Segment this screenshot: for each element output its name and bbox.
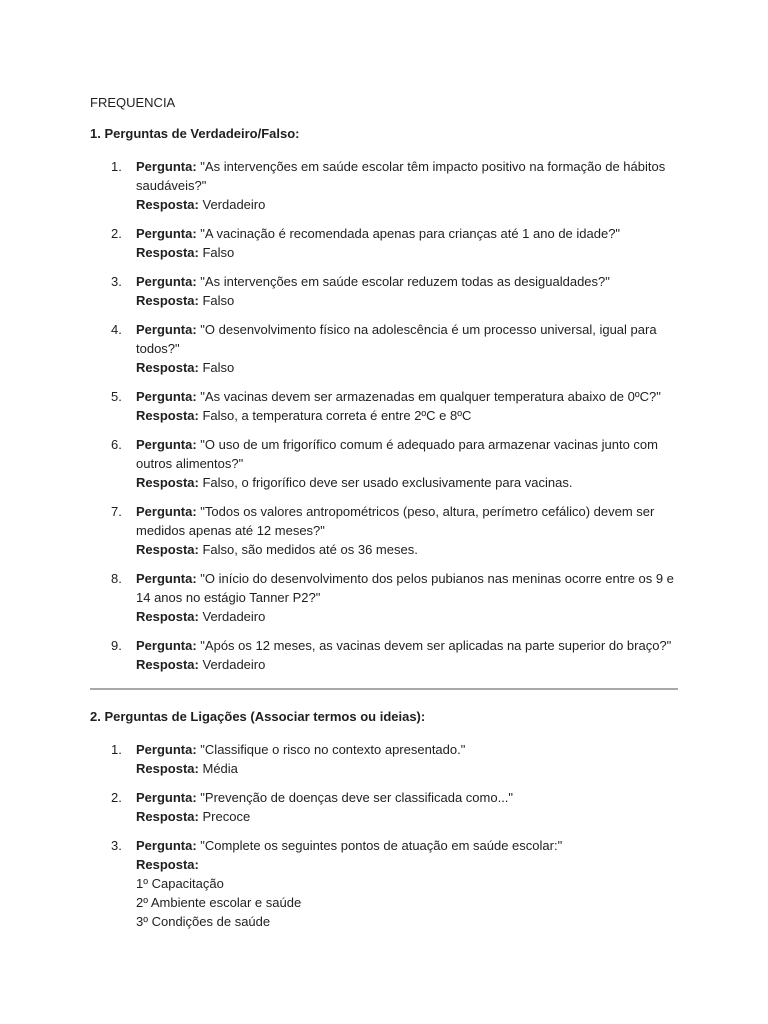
question-text: "O uso de um frigorífico comum é adequado para armazenar vacinas junto com outros alimentos?" — [136, 437, 658, 471]
answer-label: Resposta: — [136, 360, 199, 375]
question-label: Pergunta: — [136, 838, 197, 853]
list-item — [90, 272, 680, 310]
question-text: "As intervenções em saúde escolar têm impacto positivo na formação de hábitos saudáveis?" — [136, 159, 666, 193]
answer-line — [136, 406, 680, 425]
answer-line — [136, 607, 680, 626]
answer-label: Resposta: — [136, 293, 199, 308]
list-item — [90, 387, 680, 425]
question-text: "Prevenção de doenças deve ser classificada como..." — [200, 790, 514, 805]
question-line — [136, 740, 680, 759]
answer-label: Resposta: — [136, 657, 199, 672]
question-text: "Complete os seguintes pontos de atuação em saúde escolar:" — [200, 838, 563, 853]
answer-text: Precoce — [202, 809, 251, 824]
question-label: Pergunta: — [136, 226, 197, 241]
item-number: 2. — [111, 790, 122, 805]
answer-line — [136, 655, 680, 674]
list-item — [90, 788, 680, 826]
question-text: "O início do desenvolvimento dos pelos pubianos nas meninas ocorre entre os 9 e 14 anos no estágio Tanner P2?" — [136, 571, 674, 605]
item-number: 9. — [111, 638, 122, 653]
item-number: 8. — [111, 571, 122, 586]
answer-line — [136, 473, 680, 492]
answer-text: Verdadeiro — [202, 197, 266, 212]
answer-label: Resposta: — [136, 609, 199, 624]
list-item — [90, 502, 680, 559]
list-item — [90, 157, 680, 214]
answer-line — [136, 358, 680, 377]
section-1-list — [90, 157, 680, 674]
answer-line — [136, 855, 680, 874]
section-2-list — [90, 740, 680, 931]
list-item — [90, 740, 680, 778]
answer-label: Resposta: — [136, 542, 199, 557]
question-line — [136, 569, 680, 607]
answer-line — [136, 291, 680, 310]
question-line — [136, 224, 680, 243]
item-number: 2. — [111, 226, 122, 241]
list-item — [90, 435, 680, 492]
answer-list — [136, 874, 680, 931]
item-number: 4. — [111, 322, 122, 337]
question-line — [136, 502, 680, 540]
answer-text: Falso, são medidos até os 36 meses. — [202, 542, 418, 557]
list-item — [90, 636, 680, 674]
list-item — [90, 569, 680, 626]
item-number: 3. — [111, 274, 122, 289]
answer-label: Resposta: — [136, 408, 199, 423]
question-label: Pergunta: — [136, 504, 197, 519]
question-label: Pergunta: — [136, 274, 197, 289]
section-divider — [90, 688, 678, 690]
answer-list-item: 3º Condições de saúde — [136, 914, 271, 929]
question-label: Pergunta: — [136, 790, 197, 805]
question-line — [136, 788, 680, 807]
document-title: FREQUENCIA — [90, 95, 176, 110]
answer-line — [136, 243, 680, 262]
question-text: "Todos os valores antropométricos (peso, altura, perímetro cefálico) devem ser medidos apenas até 12 meses?" — [136, 504, 655, 538]
item-number: 1. — [111, 742, 122, 757]
question-text: "Após os 12 meses, as vacinas devem ser aplicadas na parte superior do braço?" — [200, 638, 672, 653]
question-line — [136, 836, 680, 855]
question-text: "A vacinação é recomendada apenas para crianças até 1 ano de idade?" — [200, 226, 621, 241]
question-line — [136, 320, 680, 358]
answer-text: Verdadeiro — [202, 609, 266, 624]
section-2-heading: 2. Perguntas de Ligações (Associar termos ou ideias): — [90, 709, 426, 724]
answer-label: Resposta: — [136, 761, 199, 776]
question-text: "Classifique o risco no contexto apresentado." — [200, 742, 466, 757]
answer-text: Média — [202, 761, 238, 776]
answer-text: Falso — [202, 245, 235, 260]
answer-text: Falso — [202, 360, 235, 375]
question-label: Pergunta: — [136, 638, 197, 653]
document-page — [90, 93, 680, 941]
answer-label: Resposta: — [136, 857, 199, 872]
item-number: 7. — [111, 504, 122, 519]
question-label: Pergunta: — [136, 389, 197, 404]
answer-text: Falso, o frigorífico deve ser usado exclusivamente para vacinas. — [202, 475, 573, 490]
question-line — [136, 636, 680, 655]
answer-label: Resposta: — [136, 245, 199, 260]
item-number: 3. — [111, 838, 122, 853]
answer-text: Verdadeiro — [202, 657, 266, 672]
answer-line — [136, 195, 680, 214]
answer-label: Resposta: — [136, 197, 199, 212]
answer-list-item: 1º Capacitação — [136, 876, 224, 891]
question-label: Pergunta: — [136, 742, 197, 757]
list-item — [90, 224, 680, 262]
answer-label: Resposta: — [136, 475, 199, 490]
question-text: "O desenvolvimento físico na adolescência é um processo universal, igual para todos?" — [136, 322, 657, 356]
answer-line — [136, 540, 680, 559]
question-label: Pergunta: — [136, 159, 197, 174]
question-line — [136, 272, 680, 291]
question-text: "As vacinas devem ser armazenadas em qualquer temperatura abaixo de 0ºC?" — [200, 389, 661, 404]
answer-text: Falso — [202, 293, 235, 308]
list-item — [90, 836, 680, 931]
question-label: Pergunta: — [136, 571, 197, 586]
question-text: "As intervenções em saúde escolar reduzem todas as desigualdades?" — [200, 274, 610, 289]
answer-text: Falso, a temperatura correta é entre 2ºC e 8ºC — [202, 408, 472, 423]
answer-line — [136, 807, 680, 826]
question-label: Pergunta: — [136, 437, 197, 452]
item-number: 5. — [111, 389, 122, 404]
item-number: 6. — [111, 437, 122, 452]
question-line — [136, 157, 680, 195]
item-number: 1. — [111, 159, 122, 174]
answer-line — [136, 759, 680, 778]
answer-label: Resposta: — [136, 809, 199, 824]
answer-list-item: 2º Ambiente escolar e saúde — [136, 895, 302, 910]
question-line — [136, 387, 680, 406]
section-1-heading: 1. Perguntas de Verdadeiro/Falso: — [90, 126, 300, 141]
list-item — [90, 320, 680, 377]
question-line — [136, 435, 680, 473]
question-label: Pergunta: — [136, 322, 197, 337]
